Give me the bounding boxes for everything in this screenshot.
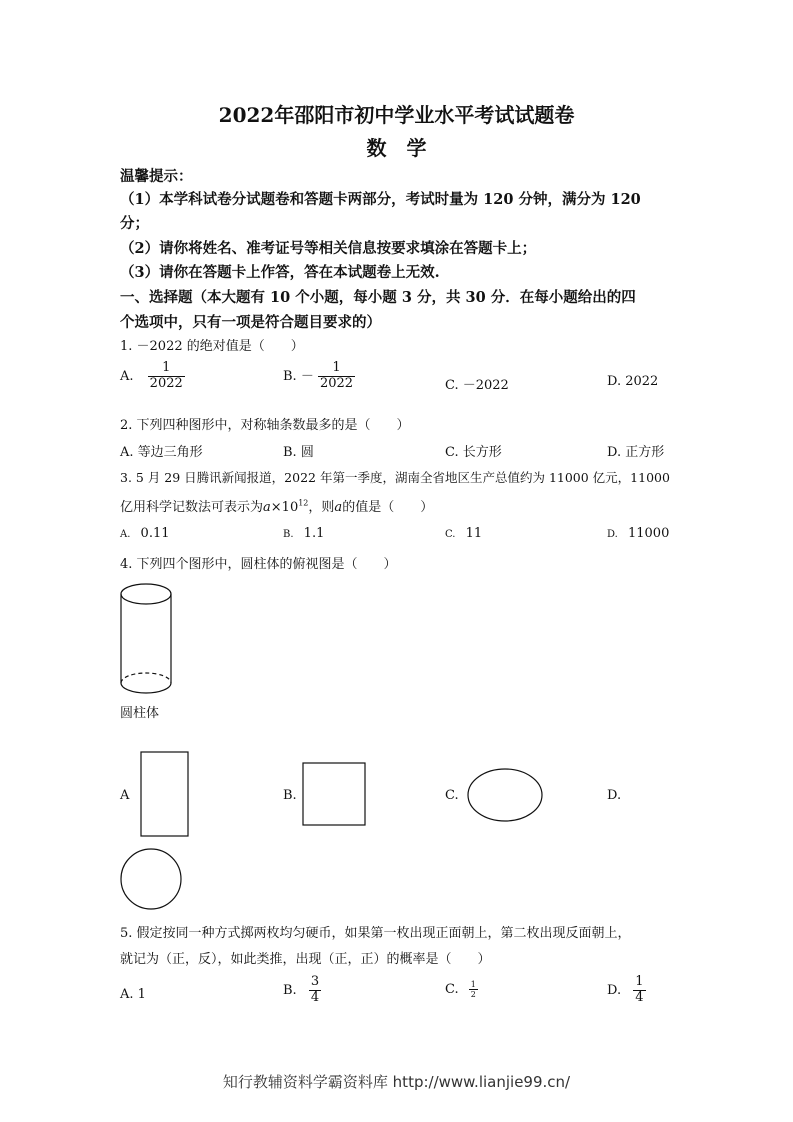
q5-d-label: D. [607,982,622,998]
q3-b-label: B. [283,529,294,540]
q5-b-label: B. [283,982,297,998]
q4-option-b-square [302,762,368,828]
tips-line-3: （3）请你在答题卡上作答，答在本试题卷上无效. [120,264,440,281]
q3-line-1: 3. 5 月 29 日腾讯新闻报道，2022 年第一季度，湖南全省地区生产总值约为 11000 亿元，11000 [120,470,670,485]
q1-b-numerator: 1 [332,360,341,375]
tips-heading: 温馨提示： [120,168,193,185]
q3-exponent: 12 [298,498,309,508]
q1-a-label: A. [120,368,134,384]
q1-option-b [283,361,355,392]
q3-line2-pre: 亿用科学记数法可表示为 [120,500,264,515]
q5-b-denominator: 4 [310,989,320,1005]
q1-stem: 1. －2022 的绝对值是（ ） [120,339,304,354]
q4-option-a-rectangle [140,750,190,840]
cylinder-caption: 圆柱体 [120,706,160,721]
q1-b-sign: － [300,368,314,384]
q5-d-fraction [633,975,645,1006]
q2-option-c: C. 长方形 [445,445,502,460]
q5-option-d [607,975,646,1006]
q4-option-c-label: C. [445,788,459,803]
q5-option-a: A. 1 [120,987,146,1002]
q4-stem: 4. 下列四个图形中，圆柱体的俯视图是（ ） [120,557,397,572]
q1-a-numerator: 1 [162,360,171,375]
q5-d-denominator: 4 [635,989,644,1005]
q5-line-1: 5. 假定按同一种方式掷两枚均匀硬币，如果第一枚出现正面朝上，第二枚出现反面朝上， [120,926,631,941]
q2-option-a: A. 等边三角形 [120,445,203,460]
section-heading-line-1: 一、选择题（本大题有 10 个小题，每小题 3 分，共 30 分．在每小题给出的四 [120,289,636,306]
q5-option-b [283,975,321,1006]
q2-stem: 2. 下列四种图形中，对称轴条数最多的是（ ） [120,418,410,433]
q3-option-b [283,526,324,541]
q1-option-c: C. －2022 [445,378,509,393]
q5-d-numerator: 1 [635,974,644,989]
q3-d-value: 11000 [627,526,670,541]
q3-c-label: C. [445,529,456,540]
q1-b-denominator: 2022 [319,375,354,391]
q1-b-fraction [318,361,355,392]
q4-option-b-label: B. [283,788,297,803]
q2-option-d: D. 正方形 [607,445,665,460]
exam-title: 2022年邵阳市初中学业水平考试试题卷 [218,103,575,127]
q5-b-numerator: 3 [310,974,320,989]
q3-a-value: 0.11 [140,526,170,541]
q4-option-d-circle [118,848,184,912]
q4-option-a-label: A [120,788,130,803]
q5-c-denominator: 2 [470,990,476,1000]
q2-option-b: B. 圆 [283,445,314,460]
q5-option-c [445,980,478,999]
section-heading-line-2: 个选项中，只有一项是符合题目要求的） [120,314,381,331]
subject-title: 数 学 [366,136,427,160]
q1-a-denominator: 2022 [149,375,183,391]
q3-d-label: D. [607,529,618,540]
q1-a-fraction [148,361,185,392]
q5-b-fraction [309,975,321,1006]
q3-b-value: 1.1 [303,526,325,541]
tips-line-2: （2）请你将姓名、准考证号等相关信息按要求填涂在答题卡上； [120,240,537,257]
q3-var-a: a [263,500,271,515]
q1-b-label: B. [283,368,297,384]
q3-a-label: A. [120,529,131,540]
q5-c-numerator: 1 [470,980,476,989]
q3-c-value: 11 [465,526,483,541]
q3-option-a [120,526,170,541]
q5-c-fraction [469,980,478,999]
q3-option-c [445,526,482,541]
tips-line-1: （1）本学科试卷分试题卷和答题卡两部分，考试时量为 120 分钟，满分为 120 [120,191,641,208]
q4-option-c-ellipse [466,768,546,824]
q3-option-d [607,526,669,541]
q3-var-a-2: a [334,500,343,515]
tips-line-1-cont: 分； [120,215,149,232]
q1-option-d: D. 2022 [607,374,659,389]
q3-line2-mid: ，则 [308,500,335,515]
q3-times-ten: ×10 [270,500,299,515]
q3-line-2 [120,496,433,515]
footer-watermark: 知行教辅资料学霸资料库 http://www.lianjie99.cn/ [222,1073,571,1091]
cylinder-figure [118,580,178,700]
q4-option-d-label: D. [607,788,622,803]
q1-option-a [120,361,185,392]
q5-c-label: C. [445,982,459,998]
q3-line2-post: 的值是（ ） [342,500,434,515]
q5-line-2: 就记为（正，反），如此类推，出现（正，正）的概率是（ ） [120,952,491,967]
